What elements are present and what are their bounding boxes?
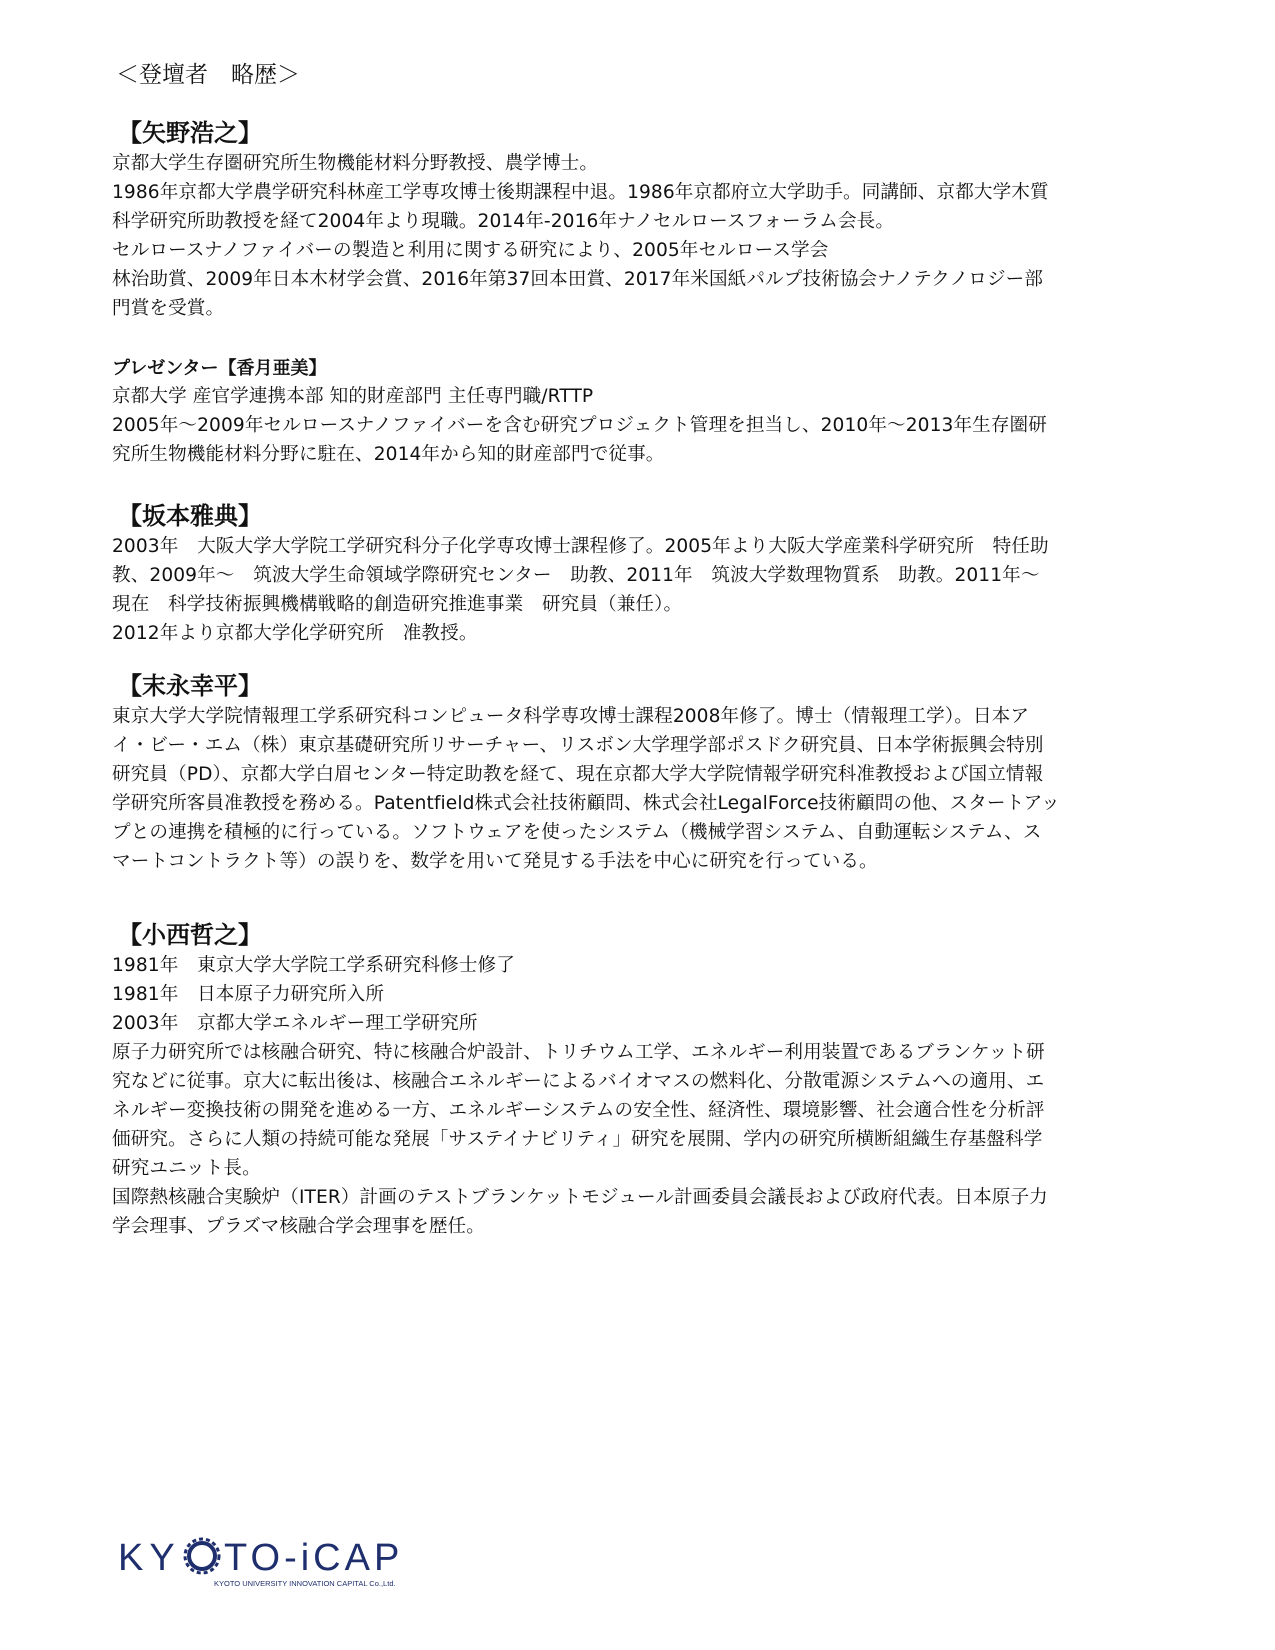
bio-line: 京都大学生存圏研究所生物機能材料分野教授、農学博士。 <box>112 153 599 174</box>
bio-name: 【末永幸平】 <box>118 672 262 700</box>
bio-line: 1986年京都大学農学研究科林産工学専攻博士後期課程中退。1986年京都府立大学助手。同講師、京都大学木質 <box>112 182 1049 203</box>
gear-icon <box>185 1539 219 1573</box>
logo-subtitle: KYOTO UNIVERSITY INNOVATION CAPITAL Co.,Ltd. <box>214 1579 396 1588</box>
bio-katsuki <box>112 356 1167 469</box>
bio-line: 2012年より京都大学化学研究所 准教授。 <box>112 623 478 644</box>
logo-text-right: TO-iCAP <box>224 1537 404 1579</box>
bio-line: 東京大学大学院情報理工学系研究科コンピュータ科学専攻博士課程2008年修了。博士（情報理工学）。日本ア <box>112 706 1030 727</box>
kyoto-icap-logo <box>118 1530 438 1590</box>
bio-line: 2003年 京都大学エネルギー理工学研究所 <box>112 1013 478 1034</box>
bio-line: プとの連携を積極的に行っている。ソフトウェアを使ったシステム（機械学習システム、自動運転システム、ス <box>112 822 1042 843</box>
bio-konishi <box>112 919 1167 1241</box>
bio-line: 2003年 大阪大学大学院工学研究科分子化学専攻博士課程修了。2005年より大阪大学産業科学研究所 特任助 <box>112 536 1049 557</box>
bio-line: 原子力研究所では核融合研究、特に核融合炉設計、トリチウム工学、エネルギー利用装置であるブランケット研 <box>112 1042 1045 1063</box>
bio-line: 1981年 東京大学大学院工学系研究科修士修了 <box>112 955 515 976</box>
bio-line: 門賞を受賞。 <box>112 298 225 319</box>
bio-line: マートコントラクト等）の誤りを、数学を用いて発見する手法を中心に研究を行っている。 <box>112 851 878 872</box>
bio-line: 究所生物機能材料分野に駐在、2014年から知的財産部門で従事。 <box>112 444 665 465</box>
bio-name: プレゼンター【香月亜美】 <box>112 358 327 379</box>
bio-line: 研究ユニット長。 <box>112 1158 261 1179</box>
bio-suenaga <box>112 670 1167 876</box>
bio-line: 研究員（PD）、京都大学白眉センター特定助教を経て、現在京都大学大学院情報学研究科准教授および国立情報 <box>112 764 1044 785</box>
bio-line: 学会理事、プラズマ核融合学会理事を歴任。 <box>112 1216 485 1237</box>
page-heading: ＜登壇者 略歴＞ <box>116 62 300 88</box>
bio-line: 2005年～2009年セルロースナノファイバーを含む研究プロジェクト管理を担当し、2010年～2013年生存圏研 <box>112 415 1047 436</box>
bio-line: 現在 科学技術振興機構戦略的創造研究推進事業 研究員（兼任）。 <box>112 594 683 615</box>
bio-line: 1981年 日本原子力研究所入所 <box>112 984 385 1005</box>
bio-sakamoto <box>112 500 1167 648</box>
bio-line: 教、2009年～ 筑波大学生命領域学際研究センター 助教、2011年 筑波大学数理物質系 助教。2011年～ <box>112 565 1040 586</box>
bio-line: イ・ビー・エム（株）東京基礎研究所リサーチャー、リスボン大学理学部ポスドク研究員、日本学術振興会特別 <box>112 735 1044 756</box>
bio-line: 学研究所客員准教授を務める。Patentfield株式会社技術顧問、株式会社LegalForce技術顧問の他、スタートアッ <box>112 793 1060 814</box>
bio-name: 【坂本雅典】 <box>118 502 262 530</box>
bio-line: 林治助賞、2009年日本木材学会賞、2016年第37回本田賞、2017年米国紙パルプ技術協会ナノテクノロジー部 <box>112 269 1044 290</box>
bio-line: 科学研究所助教授を経て2004年より現職。2014年-2016年ナノセルロースフォーラム会長。 <box>112 211 895 232</box>
bio-line: セルロースナノファイバーの製造と利用に関する研究により、2005年セルロース学会 <box>112 240 829 261</box>
bio-line: 国際熱核融合実験炉（ITER）計画のテストブランケットモジュール計画委員会議長および政府代表。日本原子力 <box>112 1187 1048 1208</box>
bio-line: 価研究。さらに人類の持続可能な発展「サステイナビリティ」研究を展開、学内の研究所横断組織生存基盤科学 <box>112 1129 1043 1150</box>
bio-name: 【矢野浩之】 <box>118 119 262 147</box>
logo-text-left: KY <box>118 1537 181 1579</box>
bio-line: 京都大学 産官学連携本部 知的財産部門 主任専門職/RTTP <box>112 386 594 407</box>
bio-yano <box>112 117 1167 323</box>
bio-line: ネルギー変換技術の開発を進める一方、エネルギーシステムの安全性、経済性、環境影響、社会適合性を分析評 <box>112 1100 1045 1121</box>
bio-line: 究などに従事。京大に転出後は、核融合エネルギーによるバイオマスの燃料化、分散電源システムへの適用、エ <box>112 1071 1045 1092</box>
bio-name: 【小西哲之】 <box>118 921 262 949</box>
